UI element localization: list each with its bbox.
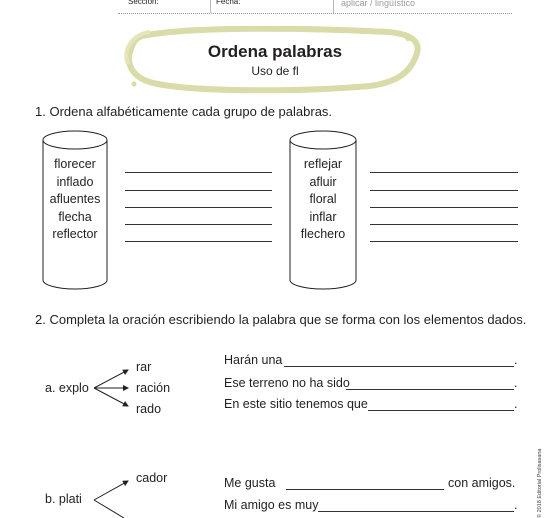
q2a-ending: ración [136, 381, 171, 395]
answer-line[interactable] [346, 389, 514, 390]
page-subtitle: Uso de fl [251, 64, 299, 78]
publisher-note: © 2018 Editorial Prolisasana [537, 448, 543, 518]
word-list-a [43, 156, 107, 244]
list-item: floral [309, 192, 337, 206]
q2b-root: b. plati [45, 492, 82, 506]
q2-instruction: 2. Completa la oración escribiendo la palabra que se forma con los elementos dados. [35, 312, 527, 327]
q2b-arrows [92, 474, 134, 518]
list-item: inflado [56, 174, 94, 189]
q2a-sentence: Ese terreno no ha sido [224, 376, 350, 390]
answer-line[interactable] [125, 224, 272, 225]
q2a-tail: . [514, 397, 518, 411]
list-item: reflejar [303, 157, 343, 171]
header-bar [0, 0, 550, 14]
list-item: reflector [52, 227, 98, 241]
seccion-label: Sección: [128, 0, 159, 6]
q2b-tail: . [514, 498, 518, 512]
list-item: afluentes [49, 192, 101, 206]
q2a-sentence: Harán una [224, 353, 283, 367]
list-item: inflar [309, 209, 337, 224]
answer-line[interactable] [125, 190, 272, 191]
list-item: flecha [58, 209, 92, 224]
q2b-sentence: Mi amigo es muy [224, 498, 319, 512]
answer-line[interactable] [125, 207, 272, 208]
q2a-arrows [92, 365, 134, 411]
answer-line[interactable] [318, 511, 514, 512]
answer-line[interactable] [284, 366, 514, 367]
answer-line[interactable] [286, 489, 444, 490]
q2a-sentence: En este sitio tenemos que [224, 397, 368, 411]
answer-line[interactable] [370, 207, 518, 208]
q2b-tail: con amigos. [448, 476, 516, 490]
page-title: Ordena palabras [207, 42, 343, 61]
q2b-ending: cador [136, 471, 168, 485]
q2a-ending: rado [136, 402, 162, 416]
q2b-sentence: Me gusta [224, 476, 276, 490]
answer-line[interactable] [370, 172, 518, 173]
skill-label: aplicar / lingüístico [341, 0, 416, 8]
list-item: flechero [300, 227, 346, 241]
answer-line[interactable] [125, 241, 272, 242]
q2a-root: a. explo [45, 381, 89, 395]
q1-instruction: 1. Ordena alfabéticamente cada grupo de palabras. [35, 104, 333, 119]
answer-line[interactable] [370, 190, 518, 191]
answer-line[interactable] [370, 224, 518, 225]
q2a-tail: . [514, 353, 518, 367]
answer-line[interactable] [125, 172, 272, 173]
answer-line[interactable] [368, 410, 514, 411]
list-item: florecer [54, 157, 96, 171]
list-item: afluir [309, 174, 337, 189]
q2a-tail: . [514, 376, 518, 390]
fecha-label: Fecha: [216, 0, 241, 6]
answer-line[interactable] [370, 241, 518, 242]
q2a-ending: rar [136, 360, 152, 374]
word-list-b [290, 156, 356, 244]
